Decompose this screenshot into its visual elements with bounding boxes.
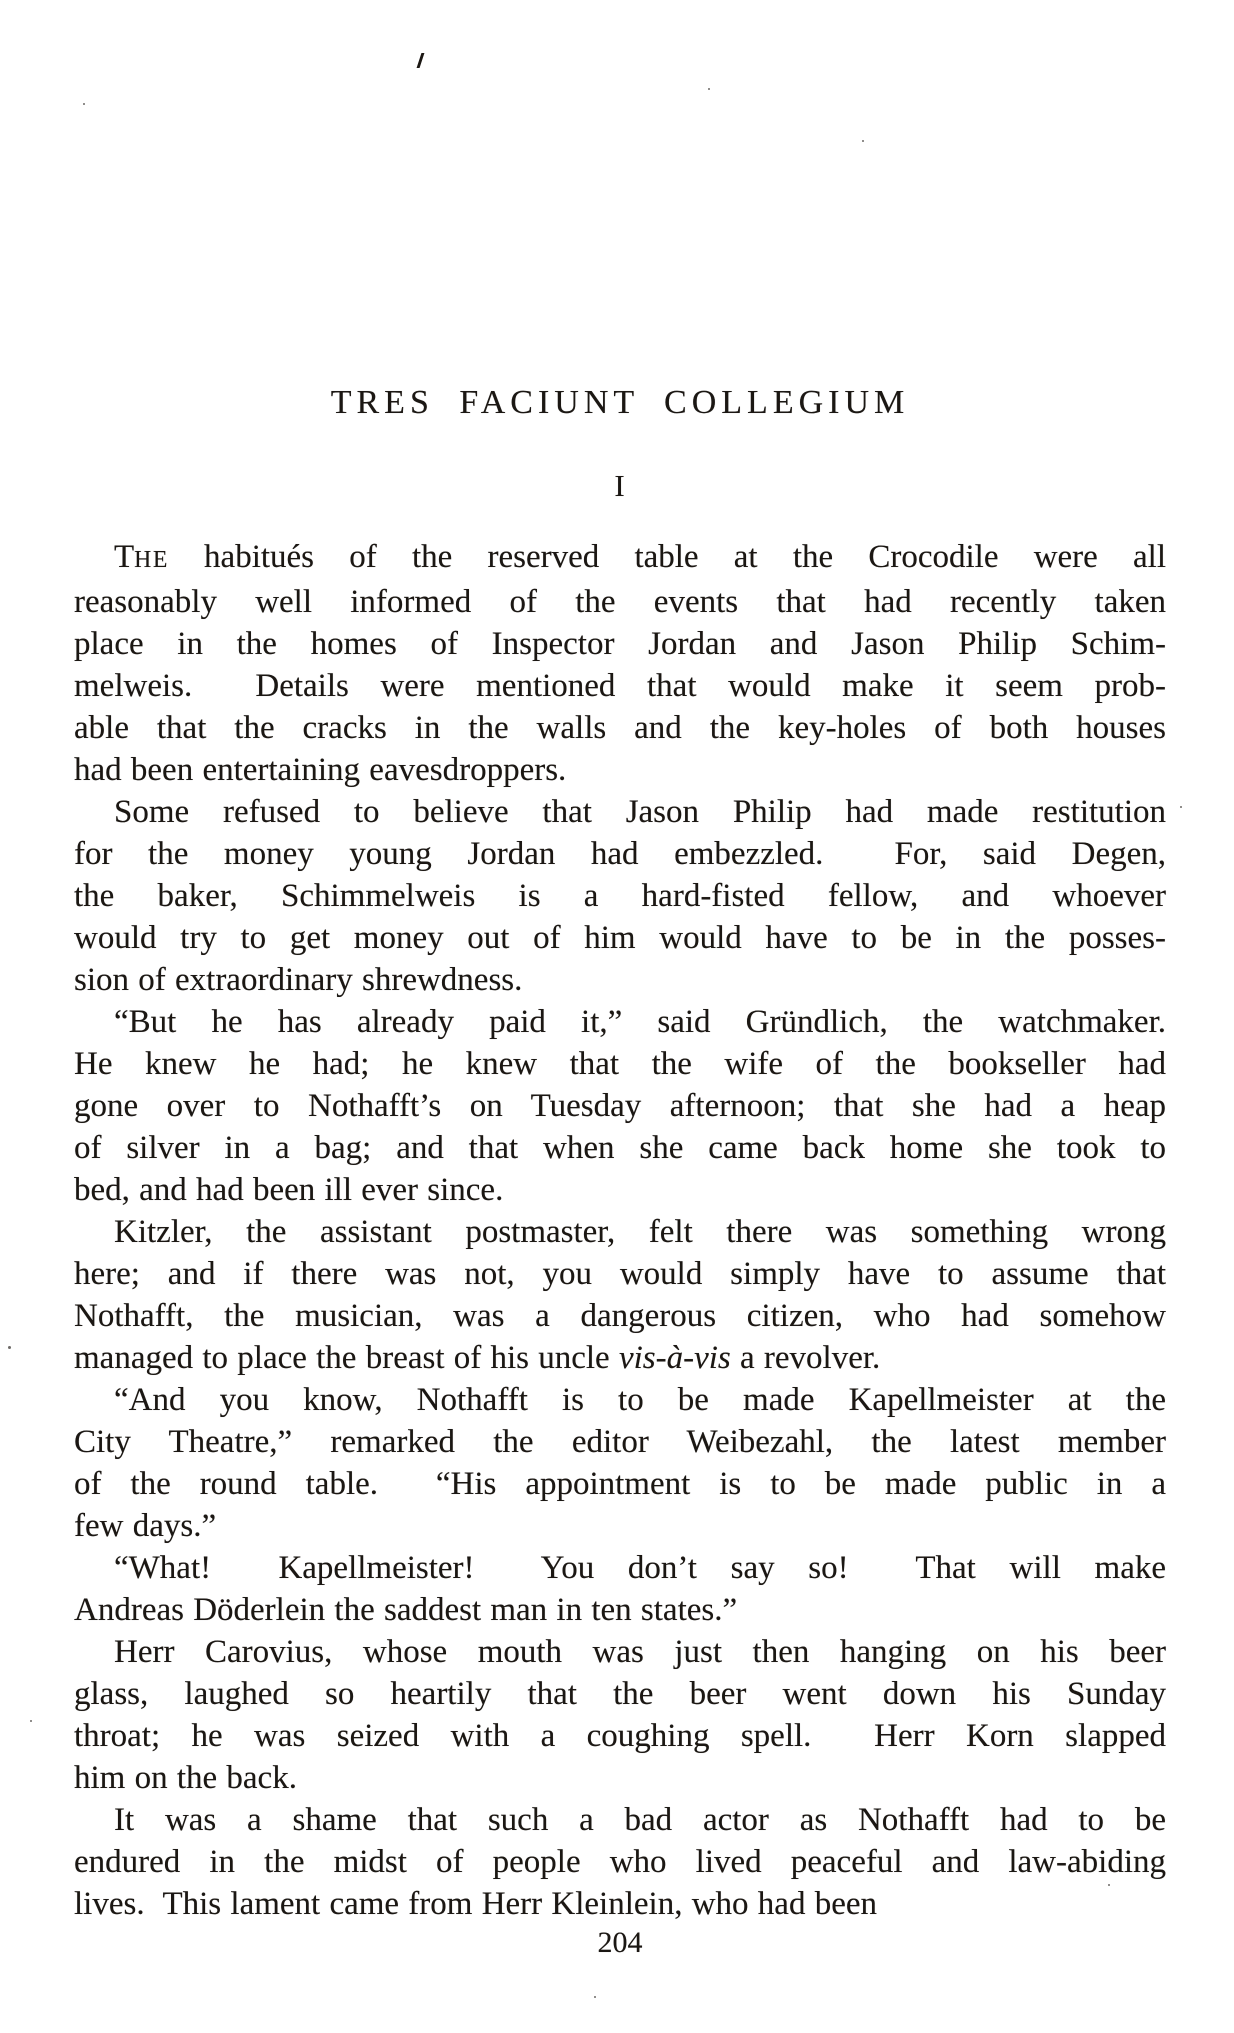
text-line: endured in the midst of people who lived peaceful and law-abiding	[74, 1844, 1166, 1880]
text-line: here; and if there was not, you would simply have to assume that	[74, 1256, 1166, 1292]
text-line: sion of extraordinary shrewdness.	[74, 962, 523, 998]
text-line: would try to get money out of him would have to be in the posses-	[74, 920, 1166, 956]
text-line: of the round table. “His appointment is to be made public in a	[74, 1466, 1166, 1502]
scan-artifact-speck	[8, 1346, 11, 1349]
paragraph	[74, 1799, 1166, 1925]
text-line: throat; he was seized with a coughing spell. Herr Korn slapped	[74, 1718, 1166, 1754]
paragraph	[74, 791, 1166, 1001]
text-line: Andreas Döderlein the saddest man in ten states.”	[74, 1592, 738, 1628]
text-line: It was a shame that such a bad actor as Nothafft had to be	[114, 1802, 1166, 1838]
text-line: lives. This lament came from Herr Kleinlein, who had been	[74, 1886, 877, 1922]
text-line: “But he has already paid it,” said Gründlich, the watchmaker.	[114, 1004, 1166, 1040]
text-line: managed to place the breast of his uncle vis-à-vis a revolver.	[74, 1340, 881, 1376]
text-line: the baker, Schimmelweis is a hard-fisted fellow, and whoever	[74, 878, 1166, 914]
text-line: Kitzler, the assistant postmaster, felt there was something wrong	[114, 1214, 1166, 1250]
text-line: Nothafft, the musician, was a dangerous citizen, who had somehow	[74, 1298, 1166, 1334]
scan-artifact-speck	[708, 88, 710, 90]
paragraph	[74, 1631, 1166, 1799]
section-numeral: I	[614, 468, 626, 503]
scan-artifact-slash	[417, 53, 425, 68]
text-body	[74, 536, 1166, 1925]
page-number: 204	[597, 1926, 643, 1959]
text-line: had been entertaining eavesdroppers.	[74, 752, 567, 788]
text-line: him on the back.	[74, 1760, 297, 1796]
text-line: glass, laughed so heartily that the beer went down his Sunday	[74, 1676, 1166, 1712]
scan-artifact-speck	[594, 1996, 596, 1998]
paragraph	[74, 1211, 1166, 1379]
text-line: Some refused to believe that Jason Philip had made restitution	[114, 794, 1166, 830]
scan-artifact-speck	[1180, 806, 1182, 808]
paragraph	[74, 1379, 1166, 1547]
text-line: of silver in a bag; and that when she came back home she took to	[74, 1130, 1166, 1166]
text-line: “What! Kapellmeister! You don’t say so! That will make	[114, 1550, 1166, 1586]
text-line: melweis. Details were mentioned that would make it seem prob-	[74, 668, 1166, 704]
text-line: THE habitués of the reserved table at the Crocodile were all	[114, 539, 1166, 575]
text-line: for the money young Jordan had embezzled. For, said Degen,	[74, 836, 1166, 872]
text-line: Herr Carovius, whose mouth was just then hanging on his beer	[114, 1634, 1166, 1670]
text-line: bed, and had been ill ever since.	[74, 1172, 504, 1208]
text-line: few days.”	[74, 1508, 217, 1544]
paragraph	[74, 1547, 1166, 1631]
paragraph	[74, 1001, 1166, 1211]
text-line: place in the homes of Inspector Jordan and Jason Philip Schim-	[74, 626, 1166, 662]
scan-artifact-speck	[30, 1720, 32, 1722]
text-line: He knew he had; he knew that the wife of the bookseller had	[74, 1046, 1166, 1082]
text-line: City Theatre,” remarked the editor Weibezahl, the latest member	[74, 1424, 1166, 1460]
paragraph	[74, 536, 1166, 791]
scan-artifact-speck	[83, 103, 85, 105]
chapter-title: TRES FACIUNT COLLEGIUM	[330, 384, 910, 421]
text-line: gone over to Nothafft’s on Tuesday afternoon; that she had a heap	[74, 1088, 1166, 1124]
text-line: “And you know, Nothafft is to be made Kapellmeister at the	[114, 1382, 1166, 1418]
text-line: able that the cracks in the walls and the key-holes of both houses	[74, 710, 1166, 746]
text-line: reasonably well informed of the events that had recently taken	[74, 584, 1166, 620]
scan-artifact-speck	[862, 140, 864, 142]
